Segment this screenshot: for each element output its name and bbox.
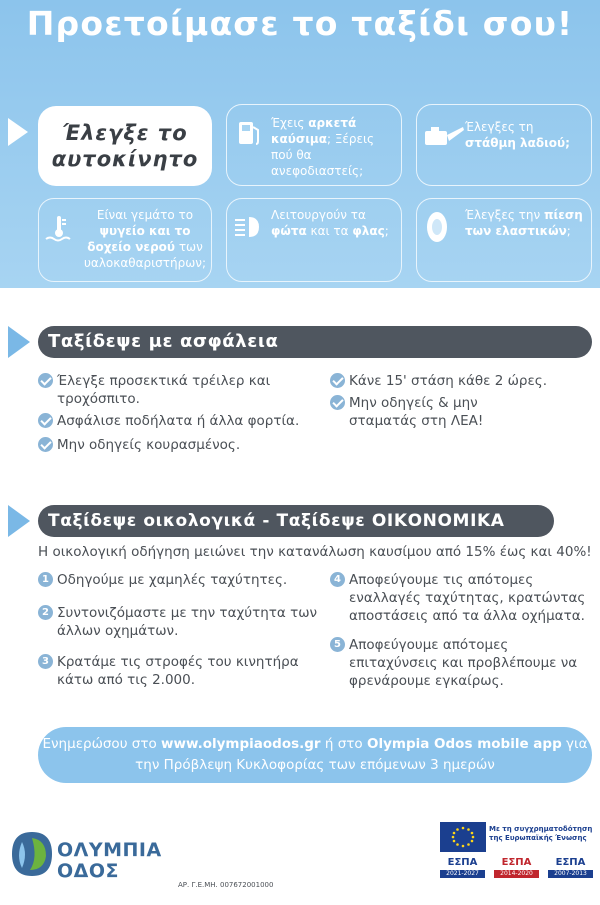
arrow-marker bbox=[8, 505, 30, 537]
number-badge: 3 bbox=[38, 654, 53, 669]
check-icon bbox=[330, 395, 345, 410]
check-icon bbox=[38, 373, 53, 388]
tile-oil-text: Έλεγξες τη στάθμη λαδιού; bbox=[465, 120, 570, 150]
arrow-marker bbox=[8, 326, 30, 358]
tile-lights-text: Λειτουργούν τα φώτα και τα φλας; bbox=[271, 208, 389, 238]
tile-tire-text: Έλεγξες την πίεση των ελαστικών; bbox=[465, 208, 583, 238]
info-banner: Ενημερώσου στο www.olympiaodos.gr ή στο Olympia Odos mobile app για την Πρόβλεψη Κυκλοφορίας των επόμενων 3 ημερών bbox=[38, 727, 592, 783]
eu-flag-icon bbox=[440, 822, 486, 852]
tile-coolant bbox=[38, 198, 212, 282]
registration-number: ΑΡ. Γ.Ε.ΜΗ. 007672001000 bbox=[178, 881, 274, 889]
tile-coolant-text: Είναι γεμάτο το ψυγείο και το δοχείο νερού των υαλοκαθαριστήρων; bbox=[83, 208, 207, 270]
eco-heading: Ταξίδεψε οικολογικά - Ταξίδεψε ΟΙΚΟΝΟΜΙΚΑ bbox=[38, 505, 554, 537]
tile-fuel-text: Έχεις αρκετά καύσιμα; Ξέρεις πού θα ανεφοδιαστείς; bbox=[271, 116, 375, 178]
number-badge: 2 bbox=[38, 605, 53, 620]
check-icon bbox=[330, 373, 345, 388]
espa-logo: ΕΣΠΑ 2021-2027 bbox=[440, 855, 485, 885]
arrow-marker bbox=[8, 118, 28, 146]
espa-logo: ΕΣΠΑ 2014-2020 bbox=[494, 855, 539, 885]
app-link[interactable]: Olympia Odos mobile app bbox=[366, 736, 562, 752]
tile-tire bbox=[416, 198, 592, 282]
tile-oil bbox=[416, 104, 592, 186]
headlight-icon bbox=[231, 211, 263, 243]
check-car-heading: Έλεγξε το αυτοκίνητο bbox=[38, 106, 212, 186]
fuel-pump-icon bbox=[233, 117, 265, 149]
oil-can-icon bbox=[421, 119, 467, 151]
check-icon bbox=[38, 413, 53, 428]
coolant-icon bbox=[43, 213, 75, 245]
eco-intro: Η οικολογική οδήγηση μειώνει την κατανάλωση καυσίμου από 15% έως και 40%! bbox=[38, 544, 592, 560]
olympia-odos-logo-icon bbox=[8, 828, 56, 880]
safety-heading: Ταξίδεψε με ασφάλεια bbox=[38, 326, 592, 358]
check-icon bbox=[38, 437, 53, 452]
number-badge: 5 bbox=[330, 637, 345, 652]
page-title: Προετοίμασε το ταξίδι σου! bbox=[26, 4, 574, 43]
eu-cofunding-text: Με τη συγχρηματοδότηση της Ευρωπαϊκής Ένωσης bbox=[489, 825, 593, 842]
espa-logo: ΕΣΠΑ 2007-2013 bbox=[548, 855, 593, 885]
website-link[interactable]: www.olympiaodos.gr bbox=[161, 736, 321, 752]
logo-text: ΟΛΥΜΠΙΑ ΟΔΟΣ bbox=[57, 839, 162, 882]
tile-lights bbox=[226, 198, 402, 282]
number-badge: 4 bbox=[330, 572, 345, 587]
tile-fuel bbox=[226, 104, 402, 186]
tire-icon bbox=[423, 209, 451, 245]
number-badge: 1 bbox=[38, 572, 53, 587]
